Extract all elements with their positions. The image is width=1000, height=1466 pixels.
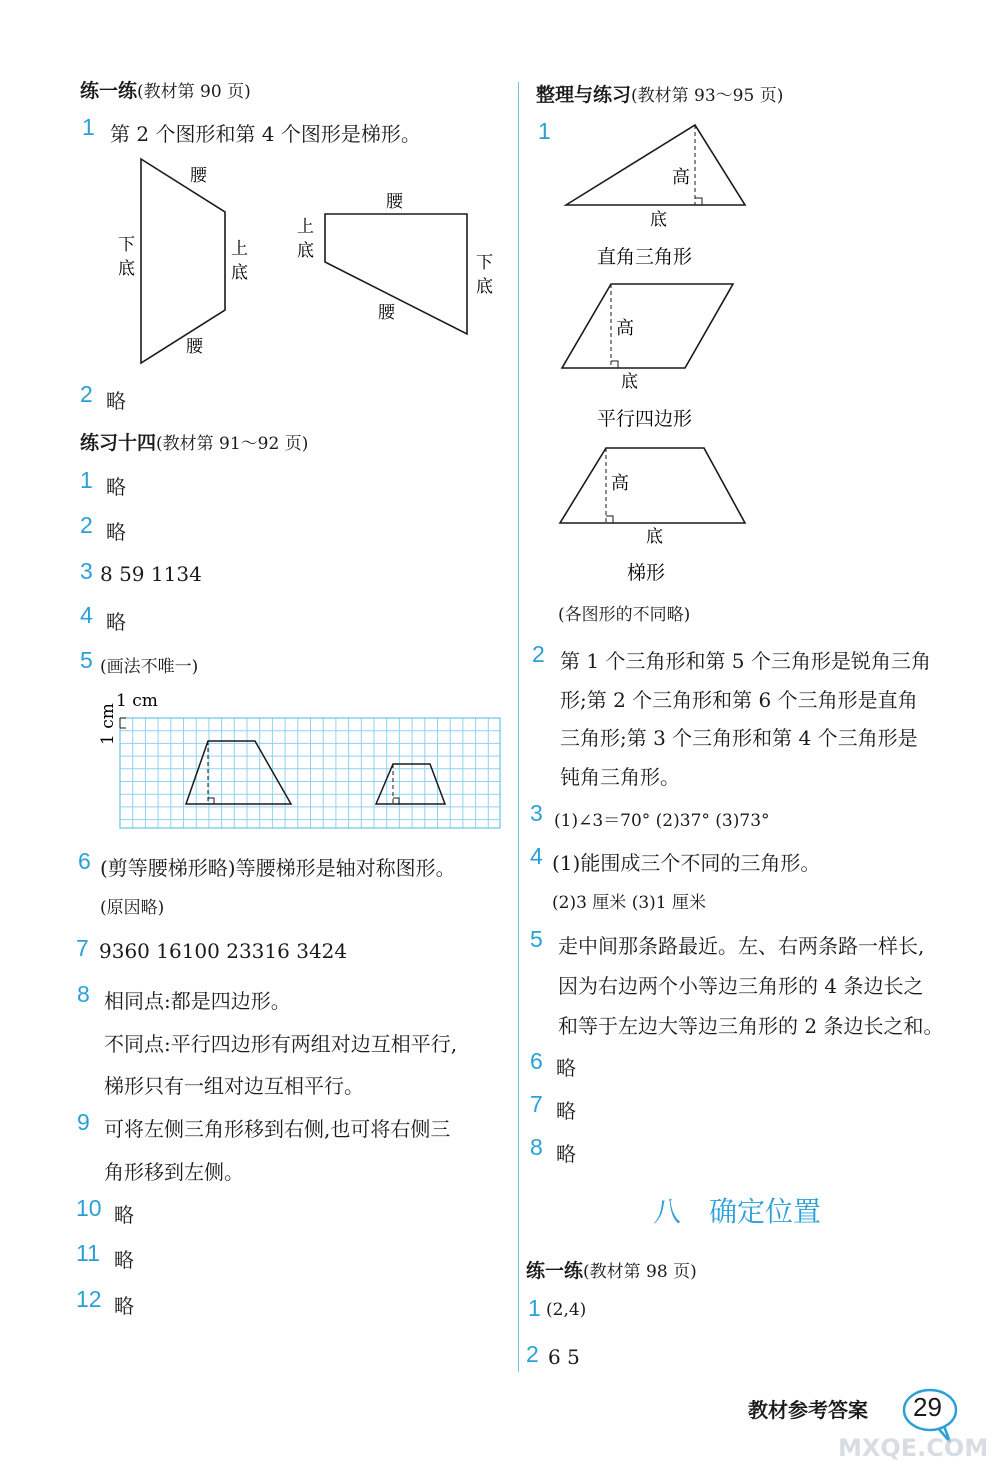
- ex14-q9-line1: 可将左侧三角形移到右侧,也可将右侧三: [104, 1117, 451, 1141]
- ex14-q4-number: 4: [80, 602, 93, 628]
- trapezoid-horizontal: [325, 214, 467, 334]
- label-gao: 高: [672, 167, 690, 188]
- label-yao: 腰: [186, 337, 203, 357]
- review-q2-line4: 钝角三角形。: [560, 765, 680, 789]
- review-q5-line3: 和等于左边大等边三角形的 2 条边长之和。: [558, 1014, 944, 1038]
- right-angle-mark: [695, 198, 702, 205]
- review-q5-number: 5: [530, 926, 543, 952]
- ex14-q2-number: 2: [80, 512, 93, 538]
- review-q4-number: 4: [530, 843, 543, 869]
- grid-drawing: [90, 685, 510, 835]
- trapezoid: [560, 448, 745, 523]
- section-header-lianxi14: 练习十四(教材第 91～92 页): [80, 432, 309, 454]
- caption-right-triangle: 直角三角形: [597, 246, 693, 268]
- review-q1-figures: [540, 115, 770, 595]
- label-yao: 腰: [190, 166, 207, 186]
- label-gao: 高: [611, 473, 629, 494]
- ex14-q8-line3: 梯形只有一组对边互相平行。: [104, 1074, 364, 1098]
- ex14-q2-answer: 略: [106, 520, 126, 544]
- grid-label-side: 1 cm: [98, 703, 118, 745]
- label-gao: 高: [616, 318, 634, 339]
- ex14-q3-answer: 8 59 1134: [100, 562, 202, 586]
- q1-answer: 第 2 个图形和第 4 个图形是梯形。: [110, 122, 421, 146]
- ex14-q11-answer: 略: [114, 1248, 134, 1272]
- caption-trapezoid: 梯形: [627, 562, 666, 584]
- ex14-q6-number: 6: [78, 848, 91, 874]
- q2-number: 2: [80, 381, 93, 407]
- ex14-q8-line1: 相同点:都是四边形。: [104, 989, 291, 1013]
- review-q5-line1: 走中间那条路最近。左、右两条路一样长,: [558, 934, 925, 958]
- parallelogram: [562, 284, 733, 368]
- review-q4-line1: (1)能围成三个不同的三角形。: [552, 851, 821, 875]
- ch8-q1-answer: (2,4): [546, 1300, 587, 1320]
- unit-bracket: [120, 718, 126, 728]
- label-di: 底: [476, 277, 493, 297]
- ex14-q10-number: 10: [76, 1195, 102, 1221]
- page-number: 29: [913, 1392, 942, 1422]
- label-xia: 下: [476, 253, 493, 273]
- review-q1-number: 1: [538, 118, 551, 144]
- ex14-q9-line2: 角形移到左侧。: [104, 1160, 244, 1184]
- review-q8-answer: 略: [556, 1142, 576, 1166]
- ex14-q11-number: 11: [76, 1240, 100, 1266]
- ex14-q3-number: 3: [80, 558, 93, 584]
- ex14-q5-answer: (画法不唯一): [100, 657, 199, 677]
- ex14-q7-answer: 9360 16100 23316 3424: [99, 939, 348, 963]
- chapter-title: [653, 1190, 821, 1230]
- right-angle-mark: [393, 798, 399, 804]
- label-shang: 上: [297, 217, 314, 237]
- ch8-q2-answer: 6 5: [548, 1345, 580, 1369]
- ex14-q12-answer: 略: [114, 1294, 134, 1318]
- watermark: MXQE.COM: [838, 1434, 989, 1462]
- review-q2-line1: 第 1 个三角形和第 5 个三角形是锐角三角: [560, 649, 931, 673]
- section-header-lianyilian-98: 练一练(教材第 98 页): [526, 1260, 697, 1282]
- review-q6-answer: 略: [556, 1056, 576, 1080]
- label-di: 底: [118, 259, 135, 279]
- trapezoid-vertical: [141, 159, 225, 363]
- review-q8-number: 8: [530, 1134, 543, 1160]
- chapter-number: 八: [653, 1195, 682, 1228]
- ex14-q8-number: 8: [77, 981, 90, 1007]
- label-di: 底: [646, 527, 663, 547]
- q2-answer: 略: [106, 389, 126, 413]
- ex14-q1-answer: 略: [106, 475, 126, 499]
- review-q2-line3: 三角形;第 3 个三角形和第 4 个三角形是: [560, 726, 918, 750]
- review-q3-answer: (1)∠3＝70° (2)37° (3)73°: [554, 811, 770, 831]
- review-q7-number: 7: [530, 1091, 543, 1117]
- ex14-q7-number: 7: [76, 935, 89, 961]
- ex14-q6-line2: (原因略): [100, 898, 165, 918]
- right-angle-mark: [606, 516, 613, 523]
- ex14-q8-line2: 不同点:平行四边形有两组对边互相平行,: [104, 1032, 458, 1056]
- ex14-q4-answer: 略: [106, 610, 126, 634]
- grid-label-top: 1 cm: [116, 691, 158, 711]
- section-header-zhengli: 整理与练习(教材第 93～95 页): [536, 84, 784, 106]
- footer-label: 教材参考答案: [748, 1398, 868, 1422]
- ex14-q9-number: 9: [77, 1109, 90, 1135]
- review-q2-line2: 形;第 2 个三角形和第 6 个三角形是直角: [560, 688, 918, 712]
- trapezoid-figures: [0, 150, 520, 370]
- review-q7-answer: 略: [556, 1099, 576, 1123]
- ex14-q5-number: 5: [80, 647, 93, 673]
- caption-parallelogram: 平行四边形: [597, 408, 693, 430]
- ex14-q6-line1: (剪等腰梯形略)等腰梯形是轴对称图形。: [100, 856, 456, 880]
- q1-number: 1: [82, 114, 95, 140]
- review-q6-number: 6: [530, 1048, 543, 1074]
- label-xia: 下: [118, 235, 135, 255]
- label-di: 底: [650, 210, 667, 230]
- right-angle-mark: [611, 361, 618, 368]
- label-di: 底: [297, 241, 314, 261]
- label-di: 底: [231, 263, 248, 283]
- ex14-q12-number: 12: [76, 1286, 102, 1312]
- right-triangle: [566, 125, 745, 205]
- label-shang: 上: [231, 239, 248, 259]
- label-yao: 腰: [386, 192, 403, 212]
- ch8-q2-number: 2: [526, 1341, 539, 1367]
- grid-lines: [120, 718, 500, 828]
- review-q3-number: 3: [530, 800, 543, 826]
- review-q2-number: 2: [532, 641, 545, 667]
- ch8-q1-number: 1: [528, 1295, 541, 1321]
- review-q4-line2: (2)3 厘米 (3)1 厘米: [552, 893, 707, 913]
- ex14-q1-number: 1: [80, 467, 93, 493]
- ex14-q10-answer: 略: [114, 1203, 134, 1227]
- label-yao: 腰: [378, 303, 395, 323]
- review-q1-note: (各图形的不同略): [558, 605, 691, 625]
- review-q5-line2: 因为右边两个小等边三角形的 4 条边长之: [558, 974, 924, 998]
- label-di: 底: [621, 372, 638, 392]
- chapter-name: 确定位置: [709, 1195, 822, 1228]
- section-header-lianyilian-90: 练一练(教材第 90 页): [80, 80, 251, 102]
